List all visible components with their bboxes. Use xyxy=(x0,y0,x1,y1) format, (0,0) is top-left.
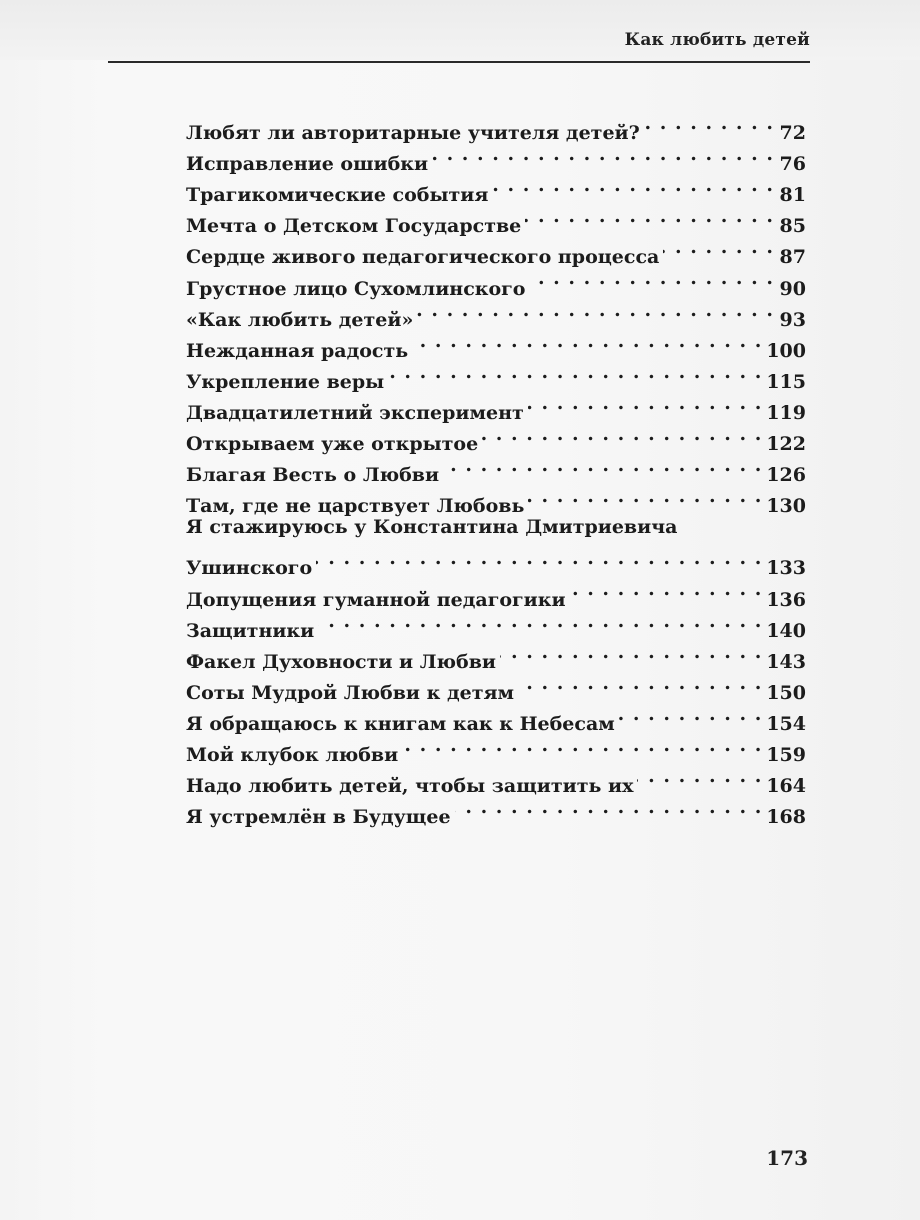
toc-entry-title: Нежданная радость xyxy=(186,339,409,362)
toc-entry-page: 76 xyxy=(779,153,806,176)
toc-dot-leader xyxy=(455,792,763,823)
toc-dot-leader xyxy=(528,481,762,512)
toc-entry-page: 87 xyxy=(779,246,806,269)
toc-entry-title: Соты Мудрой Любви к детям xyxy=(186,681,515,704)
toc-dot-leader xyxy=(318,606,762,637)
toc-entry-page: 85 xyxy=(779,215,806,238)
toc-dot-leader xyxy=(492,170,774,201)
toc-entry-page: 90 xyxy=(779,277,806,300)
toc-entry-page: 126 xyxy=(766,464,806,487)
toc-dot-leader xyxy=(500,637,762,668)
toc-entry-page: 119 xyxy=(766,401,806,424)
toc-dot-leader xyxy=(529,263,774,294)
toc-dot-leader xyxy=(388,357,762,388)
toc-entry-page: 168 xyxy=(766,806,806,829)
toc-entry-page: 164 xyxy=(766,775,806,798)
toc-dot-leader xyxy=(412,326,762,357)
toc-entry-page: 72 xyxy=(779,122,806,145)
toc-dot-leader xyxy=(482,419,762,450)
toc-dot-leader xyxy=(619,699,763,730)
toc-entry-title: Ушинского xyxy=(186,557,313,580)
toc-entry-page: 100 xyxy=(766,339,806,362)
toc-entry-page: 154 xyxy=(766,712,806,735)
toc-entry-page: 93 xyxy=(779,308,806,331)
toc-entry-page: 122 xyxy=(766,433,806,456)
toc-entry-title: Там, где не царствует Любовь xyxy=(186,495,525,518)
toc-entry xyxy=(186,108,806,145)
toc-entry-title: Я устремлён в Будущее xyxy=(186,806,451,829)
toc-entry-page: 140 xyxy=(766,619,806,642)
toc-entry-page: 150 xyxy=(766,681,806,704)
toc-entry-page: 81 xyxy=(779,184,806,207)
toc-entry-title: Двадцатилетний эксперимент xyxy=(186,401,524,424)
toc-entry-title: Исправление ошибки xyxy=(186,153,429,176)
toc-dot-leader xyxy=(443,450,762,481)
toc-entry-title: Трагикомические события xyxy=(186,184,489,207)
toc-entry-title: Открываем уже открытое xyxy=(186,433,479,456)
page-number: 173 xyxy=(766,1146,808,1170)
toc-entry-title: Допущения гуманной педагогики xyxy=(186,588,566,611)
toc-entry-title: Мечта о Детском Государстве xyxy=(186,215,522,238)
toc-entry-page: 115 xyxy=(766,370,806,393)
toc-entry-title: Надо любить детей, чтобы защитить их xyxy=(186,775,634,798)
toc-entry-page: 133 xyxy=(766,557,806,580)
toc-dot-leader xyxy=(432,139,774,170)
toc-entry-title: «Как любить детей» xyxy=(186,308,414,331)
toc-entry-title: Я обращаюсь к книгам как к Небесам xyxy=(186,712,615,735)
toc-entry-title: Благая Весть о Любви xyxy=(186,464,440,487)
running-head: Как любить детей xyxy=(624,30,810,50)
toc-entry-title: Грустное лицо Сухомлинского xyxy=(186,277,526,300)
toc-entry-title: Любят ли авторитарные учителя детей? xyxy=(186,122,640,145)
toc-entry-title: Факел Духовности и Любви xyxy=(186,650,497,673)
header-rule xyxy=(108,61,810,63)
toc-dot-leader xyxy=(525,201,774,232)
toc-entry xyxy=(186,512,806,543)
toc-dot-leader xyxy=(663,232,774,263)
toc-dot-leader xyxy=(417,295,774,326)
toc-entry-page: 159 xyxy=(766,743,806,766)
toc-dot-leader xyxy=(570,574,763,605)
toc-entry-page: 136 xyxy=(766,588,806,611)
toc-entry-title: Сердце живого педагогического процесса xyxy=(186,246,660,269)
toc-entry-title: Защитники xyxy=(186,619,315,642)
toc-entry-title: Мой клубок любви xyxy=(186,743,399,766)
toc-dot-leader xyxy=(402,730,762,761)
toc-dot-leader xyxy=(644,108,774,139)
toc-entry-title: Укрепление веры xyxy=(186,370,385,393)
toc-dot-leader xyxy=(316,543,762,574)
toc-entry-title: Я стажируюсь у Константина Дмитриевича xyxy=(186,516,678,539)
toc-dot-leader xyxy=(528,388,763,419)
toc-dot-leader xyxy=(637,761,762,792)
toc-entry-page: 143 xyxy=(766,650,806,673)
toc-entry-page: 130 xyxy=(766,495,806,518)
toc-dot-leader xyxy=(518,668,762,699)
toc-entry xyxy=(186,543,806,580)
table-of-contents xyxy=(186,108,806,829)
